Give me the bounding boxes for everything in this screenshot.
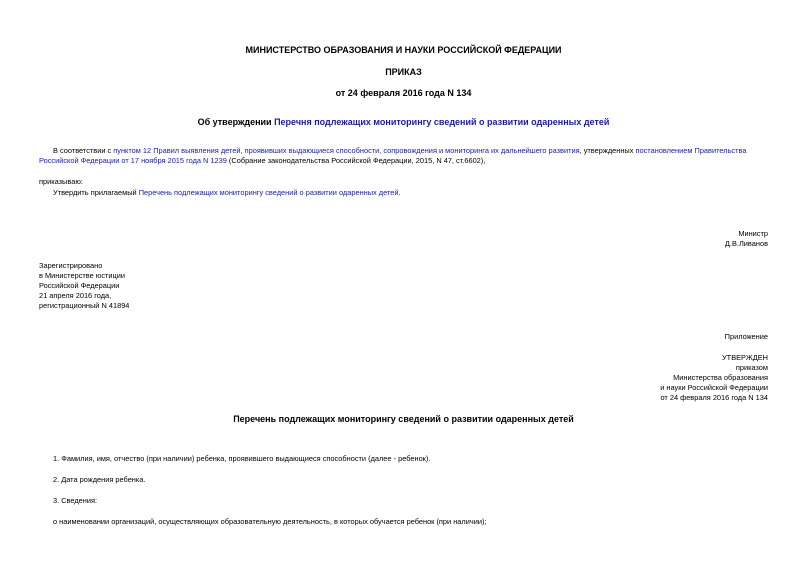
preamble-text-2: , утвержденных bbox=[579, 146, 636, 155]
rules-link[interactable]: пунктом 12 Правил выявления детей, проявивших выдающиеся способности, сопровождения и мониторинга их дальнейшего развития bbox=[113, 146, 580, 155]
ministry-name: МИНИСТЕРСТВО ОБРАЗОВАНИЯ И НАУКИ РОССИЙСКОЙ ФЕДЕРАЦИИ bbox=[245, 45, 562, 55]
preamble-text-1: В соответствии с bbox=[53, 146, 114, 155]
list-item-3a: о наименовании организаций, осуществляющих образовательную деятельность, в которых обучается ребенок (при наличии); bbox=[53, 517, 487, 526]
approved-line-3: и науки Российской Федерации bbox=[660, 383, 768, 392]
approved-line-4: от 24 февраля 2016 года N 134 bbox=[660, 393, 768, 402]
registration-line-2: в Министерстве юстиции bbox=[39, 271, 126, 280]
list-item-3: 3. Сведения: bbox=[53, 496, 98, 505]
appendix-title: Перечень подлежащих мониторингу сведений о развитии одаренных детей bbox=[233, 414, 574, 424]
order-paragraph bbox=[53, 188, 401, 198]
signature-position: Министр bbox=[738, 229, 768, 238]
approved-stamp: УТВЕРЖДЕН bbox=[721, 353, 768, 362]
doc-date-number: от 24 февраля 2016 года N 134 bbox=[335, 88, 472, 98]
doc-title-link[interactable]: Перечня подлежащих мониторингу сведений о развитии одаренных детей bbox=[274, 117, 610, 127]
doc-title bbox=[0, 117, 807, 128]
list-item-2: 2. Дата рождения ребенка. bbox=[53, 475, 146, 484]
registration-line-3: Российской Федерации bbox=[39, 281, 120, 290]
list-link[interactable]: Перечень подлежащих мониторингу сведений о развитии одаренных детей bbox=[138, 188, 399, 197]
registration-line-1: Зарегистрировано bbox=[39, 261, 103, 270]
resolution-link[interactable]: постановлением Правительства Российской Федерации от 17 ноября 2015 года N 1239 bbox=[39, 146, 747, 165]
list-item-1: 1. Фамилия, имя, отчество (при наличии) ребенка, проявившего выдающиеся способности (далее - ребенок). bbox=[53, 454, 431, 463]
order-text-1: Утвердить прилагаемый bbox=[53, 188, 139, 197]
order-text-2: . bbox=[398, 188, 401, 197]
preamble-paragraph bbox=[39, 146, 769, 166]
preamble-text-3: (Собрание законодательства Российской Федерации, 2015, N 47, ст.6602), bbox=[226, 156, 486, 165]
doc-type: ПРИКАЗ bbox=[385, 67, 422, 77]
appendix-label: Приложение bbox=[724, 332, 768, 341]
order-word: приказываю: bbox=[39, 177, 83, 186]
registration-line-4: 21 апреля 2016 года, bbox=[39, 291, 112, 300]
signature-name: Д.В.Ливанов bbox=[724, 239, 768, 248]
registration-line-5: регистрационный N 41894 bbox=[39, 301, 130, 310]
doc-title-prefix: Об утверждении bbox=[197, 117, 275, 127]
approved-line-1: приказом bbox=[735, 363, 768, 372]
approved-line-2: Министерства образования bbox=[673, 373, 768, 382]
